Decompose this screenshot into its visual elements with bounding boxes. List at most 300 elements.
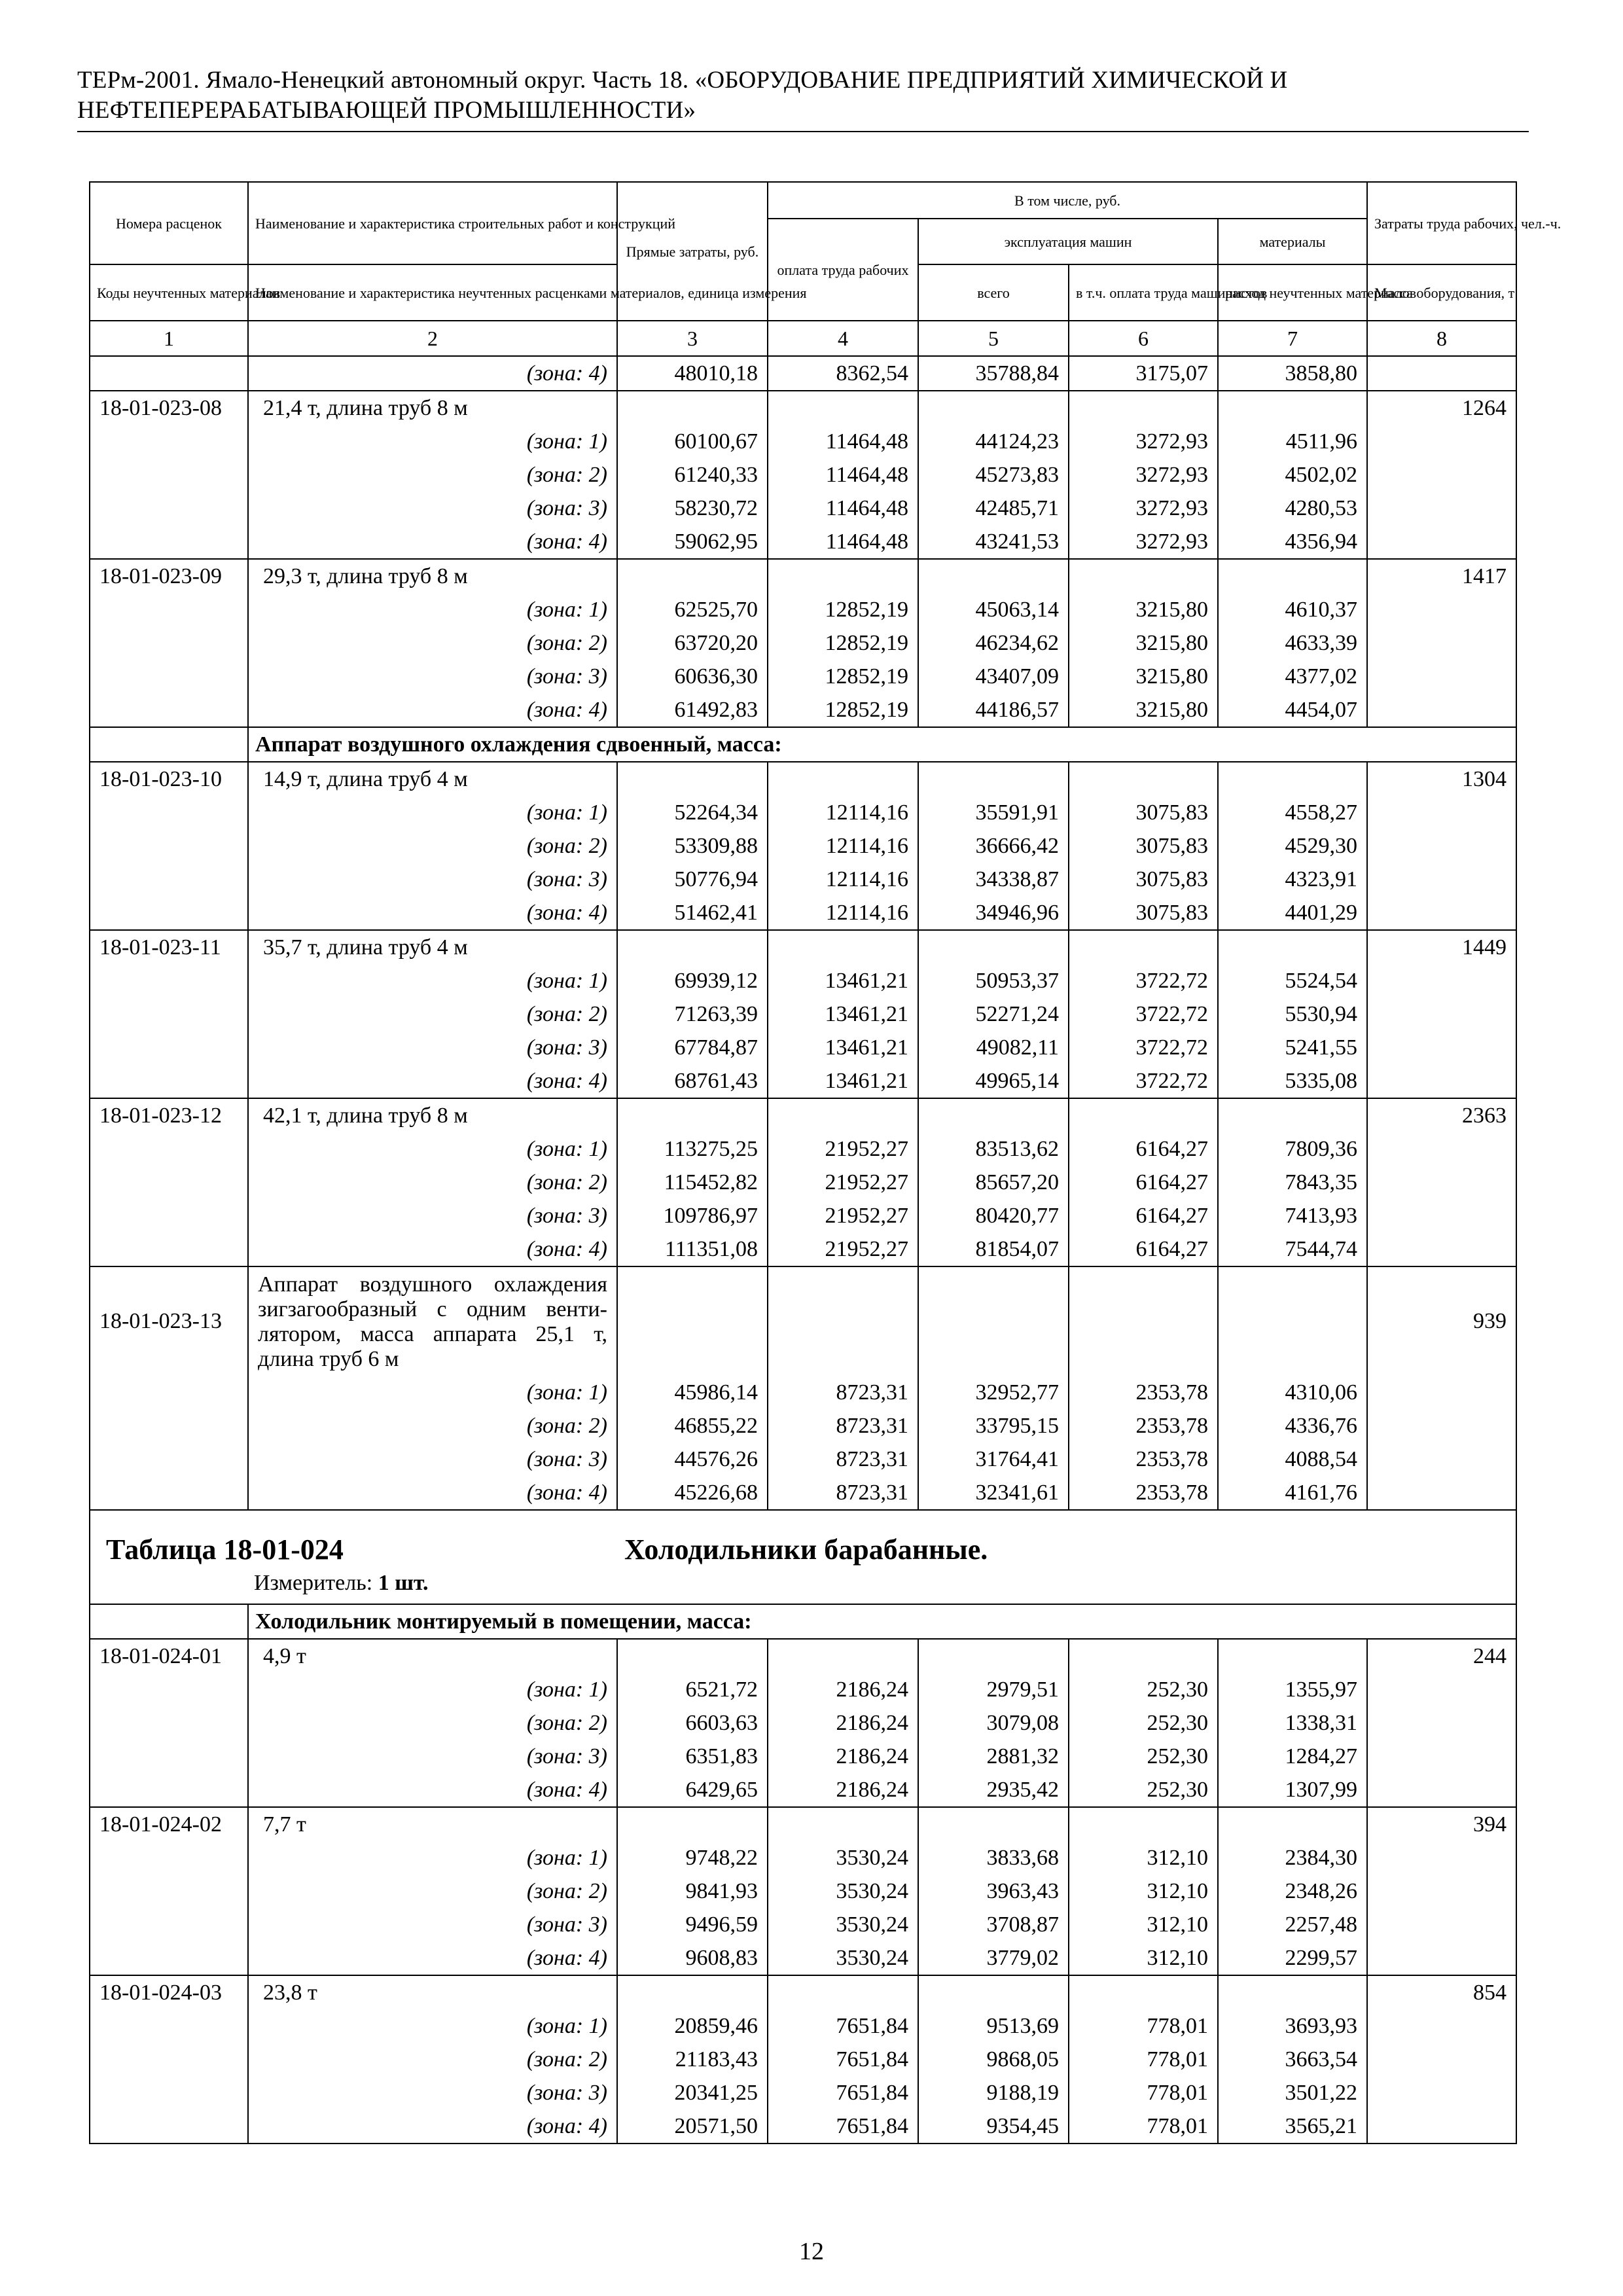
code-cell <box>90 425 248 458</box>
wages-cell: 12852,19 <box>768 626 918 660</box>
col-number: 8 <box>1367 321 1516 356</box>
wages-cell: 13461,21 <box>768 1031 918 1064</box>
materials-cell: 1284,27 <box>1218 1740 1367 1773</box>
section-heading-row <box>90 727 1516 762</box>
code-cell <box>90 1132 248 1166</box>
zone-row <box>90 1908 1516 1941</box>
machines-wages-cell: 778,01 <box>1069 2109 1218 2144</box>
zone-label: (зона: 4) <box>248 2109 617 2144</box>
machines-wages-cell: 778,01 <box>1069 2043 1218 2076</box>
wages-cell <box>768 391 918 425</box>
machines-total-cell: 2881,32 <box>918 1740 1069 1773</box>
code-cell <box>90 997 248 1031</box>
code-cell <box>90 2043 248 2076</box>
code-cell <box>90 1706 248 1740</box>
labor-cell <box>1367 693 1516 727</box>
wages-cell: 12114,16 <box>768 829 918 863</box>
zone-label: (зона: 1) <box>248 1132 617 1166</box>
table-unit <box>254 1571 429 1596</box>
zone-label: (зона: 1) <box>248 796 617 829</box>
zone-row <box>90 997 1516 1031</box>
col-header-materials-usage: расход неучтенных материалов <box>1218 264 1367 321</box>
wages-cell: 8723,31 <box>768 1409 918 1443</box>
machines-total-cell <box>918 1639 1069 1673</box>
machines-wages-cell: 2353,78 <box>1069 1376 1218 1409</box>
labor-value: 394 <box>1367 1807 1516 1841</box>
machines-wages-cell: 3272,93 <box>1069 492 1218 525</box>
wages-cell <box>768 762 918 796</box>
direct-costs-cell: 63720,20 <box>617 626 768 660</box>
materials-cell: 4401,29 <box>1218 896 1367 930</box>
labor-value: 2363 <box>1367 1098 1516 1132</box>
code-cell <box>90 896 248 930</box>
col-header-materials: материалы <box>1218 219 1367 264</box>
page-number: 12 <box>799 2238 824 2265</box>
wages-cell: 8362,54 <box>768 356 918 391</box>
machines-total-cell: 42485,71 <box>918 492 1069 525</box>
direct-costs-cell <box>617 1807 768 1841</box>
wages-cell: 12114,16 <box>768 796 918 829</box>
rate-name: 14,9 т, длина труб 4 м <box>248 762 617 796</box>
wages-cell: 7651,84 <box>768 2009 918 2043</box>
direct-costs-cell: 20571,50 <box>617 2109 768 2144</box>
zone-label: (зона: 2) <box>248 1166 617 1199</box>
header-line-2: НЕФТЕПЕРЕРАБАТЫВАЮЩЕЙ ПРОМЫШЛЕННОСТИ» <box>77 97 696 124</box>
code-cell <box>90 693 248 727</box>
rate-item-row <box>90 930 1516 964</box>
materials-cell: 4161,76 <box>1218 1476 1367 1510</box>
materials-cell: 3501,22 <box>1218 2076 1367 2109</box>
direct-costs-cell: 51462,41 <box>617 896 768 930</box>
code-cell <box>90 1874 248 1908</box>
rate-name: 21,4 т, длина труб 8 м <box>248 391 617 425</box>
col-header-work-name: Наименование и характеристика строительных работ и конструкций <box>248 182 617 264</box>
table-number: Таблица 18-01-024 <box>106 1534 344 1566</box>
code-cell <box>90 593 248 626</box>
direct-costs-cell: 71263,39 <box>617 997 768 1031</box>
zone-row <box>90 1409 1516 1443</box>
direct-costs-cell <box>617 1975 768 2009</box>
wages-cell: 21952,27 <box>768 1132 918 1166</box>
zone-label: (зона: 1) <box>248 425 617 458</box>
direct-costs-cell: 62525,70 <box>617 593 768 626</box>
col-number: 1 <box>90 321 248 356</box>
machines-wages-cell: 2353,78 <box>1069 1443 1218 1476</box>
wages-cell: 7651,84 <box>768 2043 918 2076</box>
machines-total-cell: 44124,23 <box>918 425 1069 458</box>
col-number: 3 <box>617 321 768 356</box>
direct-costs-cell: 9841,93 <box>617 1874 768 1908</box>
direct-costs-cell: 6429,65 <box>617 1773 768 1807</box>
machines-total-cell <box>918 559 1069 593</box>
machines-total-cell: 44186,57 <box>918 693 1069 727</box>
machines-wages-cell: 3215,80 <box>1069 660 1218 693</box>
machines-total-cell <box>918 930 1069 964</box>
labor-cell <box>1367 593 1516 626</box>
direct-costs-cell: 45986,14 <box>617 1376 768 1409</box>
labor-cell <box>1367 1232 1516 1266</box>
table-name: Холодильники барабанные. <box>624 1534 988 1566</box>
machines-wages-cell: 778,01 <box>1069 2009 1218 2043</box>
machines-wages-cell: 6164,27 <box>1069 1166 1218 1199</box>
materials-cell: 3693,93 <box>1218 2009 1367 2043</box>
zone-label: (зона: 1) <box>248 1673 617 1706</box>
machines-total-cell <box>918 1266 1069 1376</box>
code-cell <box>90 2076 248 2109</box>
machines-wages-cell <box>1069 1266 1218 1376</box>
machines-wages-cell: 312,10 <box>1069 1874 1218 1908</box>
rate-item-row <box>90 762 1516 796</box>
zone-row <box>90 1673 1516 1706</box>
header-line-1: ТЕРм-2001. Ямало-Ненецкий автономный округ. Часть 18. «ОБОРУДОВАНИЕ ПРЕДПРИЯТИЙ ХИМИЧЕСКОЙ И <box>77 67 1288 94</box>
materials-cell: 4280,53 <box>1218 492 1367 525</box>
rate-item-row <box>90 1639 1516 1673</box>
machines-total-cell: 83513,62 <box>918 1132 1069 1166</box>
section-heading-row <box>90 1604 1516 1639</box>
labor-cell <box>1367 2109 1516 2144</box>
labor-cell <box>1367 1874 1516 1908</box>
zone-row <box>90 2076 1516 2109</box>
machines-total-cell <box>918 1975 1069 2009</box>
direct-costs-cell: 46855,22 <box>617 1409 768 1443</box>
direct-costs-cell: 9748,22 <box>617 1841 768 1874</box>
machines-wages-cell: 252,30 <box>1069 1740 1218 1773</box>
zone-row <box>90 1199 1516 1232</box>
wages-cell: 13461,21 <box>768 964 918 997</box>
machines-total-cell: 34338,87 <box>918 863 1069 896</box>
zone-row <box>90 1166 1516 1199</box>
labor-cell <box>1367 1476 1516 1510</box>
labor-cell <box>1367 1376 1516 1409</box>
wages-cell: 7651,84 <box>768 2076 918 2109</box>
labor-value: 1449 <box>1367 930 1516 964</box>
wages-cell: 11464,48 <box>768 525 918 559</box>
direct-costs-cell: 48010,18 <box>617 356 768 391</box>
rate-name: 42,1 т, длина труб 8 м <box>248 1098 617 1132</box>
labor-cell <box>1367 1166 1516 1199</box>
col-header-machines-wages: в т.ч. оплата труда машинистов <box>1069 264 1218 321</box>
rate-name: 4,9 т <box>248 1639 617 1673</box>
direct-costs-cell <box>617 1639 768 1673</box>
materials-cell: 4633,39 <box>1218 626 1367 660</box>
zone-label: (зона: 4) <box>248 1941 617 1975</box>
direct-costs-cell <box>617 762 768 796</box>
zone-label: (зона: 3) <box>248 2076 617 2109</box>
zone-row <box>90 1132 1516 1166</box>
col-number: 4 <box>768 321 918 356</box>
direct-costs-cell <box>617 930 768 964</box>
col-header-material-name: Наименование и характеристика неучтенных расценками материалов, единица измерения <box>248 264 617 321</box>
zone-label: (зона: 2) <box>248 2043 617 2076</box>
zone-row <box>90 492 1516 525</box>
machines-total-cell: 34946,96 <box>918 896 1069 930</box>
unit-value: 1 шт. <box>378 1571 429 1595</box>
wages-cell: 8723,31 <box>768 1376 918 1409</box>
zone-label: (зона: 3) <box>248 660 617 693</box>
code-cell <box>90 964 248 997</box>
machines-total-cell: 85657,20 <box>918 1166 1069 1199</box>
labor-cell <box>1367 1908 1516 1941</box>
zone-label: (зона: 1) <box>248 2009 617 2043</box>
machines-wages-cell: 3722,72 <box>1069 1064 1218 1098</box>
zone-row <box>90 1376 1516 1409</box>
wages-cell <box>768 1098 918 1132</box>
zone-row <box>90 1031 1516 1064</box>
rate-item-row <box>90 1975 1516 2009</box>
header-rule <box>77 131 1529 132</box>
machines-wages-cell: 252,30 <box>1069 1706 1218 1740</box>
direct-costs-cell: 59062,95 <box>617 525 768 559</box>
direct-costs-cell <box>617 1098 768 1132</box>
machines-total-cell: 31764,41 <box>918 1443 1069 1476</box>
machines-total-cell: 49082,11 <box>918 1031 1069 1064</box>
labor-cell <box>1367 896 1516 930</box>
rate-name: 7,7 т <box>248 1807 617 1841</box>
zone-label: (зона: 4) <box>248 896 617 930</box>
direct-costs-cell: 68761,43 <box>617 1064 768 1098</box>
code-cell <box>90 1409 248 1443</box>
wages-cell <box>768 559 918 593</box>
rate-item-row <box>90 391 1516 425</box>
labor-cell <box>1367 626 1516 660</box>
code-cell <box>90 1199 248 1232</box>
machines-wages-cell: 2353,78 <box>1069 1476 1218 1510</box>
machines-total-cell: 50953,37 <box>918 964 1069 997</box>
zone-label: (зона: 2) <box>248 997 617 1031</box>
labor-value: 854 <box>1367 1975 1516 2009</box>
labor-value: 244 <box>1367 1639 1516 1673</box>
wages-cell: 8723,31 <box>768 1443 918 1476</box>
machines-total-cell: 46234,62 <box>918 626 1069 660</box>
labor-cell <box>1367 1773 1516 1807</box>
labor-value: 939 <box>1367 1266 1516 1376</box>
materials-cell <box>1218 1975 1367 2009</box>
machines-total-cell: 32952,77 <box>918 1376 1069 1409</box>
machines-total-cell: 2979,51 <box>918 1673 1069 1706</box>
col-header-rate-numbers: Номера расценок <box>90 182 248 264</box>
labor-cell <box>1367 660 1516 693</box>
direct-costs-cell <box>617 391 768 425</box>
machines-total-cell: 43241,53 <box>918 525 1069 559</box>
machines-wages-cell: 3215,80 <box>1069 693 1218 727</box>
wages-cell: 7651,84 <box>768 2109 918 2144</box>
table-title-box <box>90 1511 1516 1604</box>
materials-cell: 7544,74 <box>1218 1232 1367 1266</box>
rate-code: 18-01-023-11 <box>90 930 248 964</box>
machines-total-cell: 32341,61 <box>918 1476 1069 1510</box>
zone-label: (зона: 3) <box>248 1199 617 1232</box>
wages-cell: 12852,19 <box>768 693 918 727</box>
machines-total-cell: 52271,24 <box>918 997 1069 1031</box>
labor-cell <box>1367 863 1516 896</box>
code-cell <box>90 1941 248 1975</box>
materials-cell: 1307,99 <box>1218 1773 1367 1807</box>
materials-cell: 2348,26 <box>1218 1874 1367 1908</box>
machines-total-cell: 9868,05 <box>918 2043 1069 2076</box>
machines-total-cell: 2935,42 <box>918 1773 1069 1807</box>
labor-cell <box>1367 1132 1516 1166</box>
rate-code: 18-01-023-10 <box>90 762 248 796</box>
machines-wages-cell: 778,01 <box>1069 2076 1218 2109</box>
machines-total-cell: 33795,15 <box>918 1409 1069 1443</box>
zone-row <box>90 593 1516 626</box>
labor-cell <box>1367 997 1516 1031</box>
machines-total-cell <box>918 391 1069 425</box>
machines-total-cell <box>918 762 1069 796</box>
zone-label: (зона: 4) <box>248 1064 617 1098</box>
code-cell <box>90 863 248 896</box>
col-header-machines-total: всего <box>918 264 1069 321</box>
zone-row <box>90 863 1516 896</box>
materials-cell: 4088,54 <box>1218 1443 1367 1476</box>
rate-code: 18-01-023-08 <box>90 391 248 425</box>
direct-costs-cell: 21183,43 <box>617 2043 768 2076</box>
materials-cell: 4558,27 <box>1218 796 1367 829</box>
materials-cell: 4502,02 <box>1218 458 1367 492</box>
zone-label: (зона: 4) <box>248 1773 617 1807</box>
machines-wages-cell: 312,10 <box>1069 1908 1218 1941</box>
direct-costs-cell: 52264,34 <box>617 796 768 829</box>
wages-cell: 13461,21 <box>768 1064 918 1098</box>
code-cell <box>90 492 248 525</box>
zone-label: (зона: 1) <box>248 964 617 997</box>
code-cell <box>90 1232 248 1266</box>
machines-wages-cell: 2353,78 <box>1069 1409 1218 1443</box>
materials-cell: 2384,30 <box>1218 1841 1367 1874</box>
section-heading: Аппарат воздушного охлаждения сдвоенный, масса: <box>248 727 1516 762</box>
code-cell <box>90 1376 248 1409</box>
code-cell <box>90 1673 248 1706</box>
wages-cell: 12114,16 <box>768 896 918 930</box>
direct-costs-cell: 9496,59 <box>617 1908 768 1941</box>
code-cell <box>90 2009 248 2043</box>
code-cell <box>90 458 248 492</box>
code-cell <box>90 1476 248 1510</box>
machines-total-cell: 35788,84 <box>918 356 1069 391</box>
labor-cell <box>1367 1706 1516 1740</box>
zone-row <box>90 2009 1516 2043</box>
code-cell <box>90 525 248 559</box>
zone-row <box>90 1874 1516 1908</box>
zone-label: (зона: 4) <box>248 1476 617 1510</box>
labor-cell <box>1367 1673 1516 1706</box>
machines-wages-cell: 6164,27 <box>1069 1199 1218 1232</box>
wages-cell <box>768 1266 918 1376</box>
machines-wages-cell: 3075,83 <box>1069 863 1218 896</box>
materials-cell: 5530,94 <box>1218 997 1367 1031</box>
zone-row <box>90 1773 1516 1807</box>
zone-label: (зона: 3) <box>248 1443 617 1476</box>
zone-label: (зона: 2) <box>248 1409 617 1443</box>
machines-total-cell: 81854,07 <box>918 1232 1069 1266</box>
materials-cell: 7843,35 <box>1218 1166 1367 1199</box>
machines-total-cell: 3963,43 <box>918 1874 1069 1908</box>
machines-wages-cell <box>1069 762 1218 796</box>
labor-value: 1417 <box>1367 559 1516 593</box>
wages-cell: 12852,19 <box>768 593 918 626</box>
materials-cell: 4377,02 <box>1218 660 1367 693</box>
code-cell <box>90 1031 248 1064</box>
materials-cell: 1355,97 <box>1218 1673 1367 1706</box>
machines-total-cell: 45273,83 <box>918 458 1069 492</box>
machines-wages-cell: 6164,27 <box>1069 1132 1218 1166</box>
zone-label: (зона: 3) <box>248 1908 617 1941</box>
materials-cell: 4356,94 <box>1218 525 1367 559</box>
rate-name: 35,7 т, длина труб 4 м <box>248 930 617 964</box>
materials-cell <box>1218 559 1367 593</box>
machines-wages-cell: 312,10 <box>1069 1941 1218 1975</box>
machines-wages-cell: 3075,83 <box>1069 896 1218 930</box>
direct-costs-cell: 45226,68 <box>617 1476 768 1510</box>
machines-total-cell <box>918 1807 1069 1841</box>
machines-total-cell <box>918 1098 1069 1132</box>
wages-cell: 13461,21 <box>768 997 918 1031</box>
machines-total-cell: 9188,19 <box>918 2076 1069 2109</box>
machines-wages-cell <box>1069 1639 1218 1673</box>
col-header-wages: оплата труда рабочих <box>768 219 918 321</box>
direct-costs-cell: 109786,97 <box>617 1199 768 1232</box>
direct-costs-cell: 50776,94 <box>617 863 768 896</box>
col-header-including: В том числе, руб. <box>768 182 1367 219</box>
rate-code: 18-01-024-02 <box>90 1807 248 1841</box>
zone-row <box>90 1740 1516 1773</box>
direct-costs-cell: 60636,30 <box>617 660 768 693</box>
direct-costs-cell <box>617 1266 768 1376</box>
rate-name: 23,8 т <box>248 1975 617 2009</box>
labor-cell <box>1367 796 1516 829</box>
materials-cell <box>1218 1639 1367 1673</box>
materials-cell <box>1218 1807 1367 1841</box>
labor-cell <box>1367 1199 1516 1232</box>
zone-label: (зона: 3) <box>248 863 617 896</box>
machines-wages-cell: 3215,80 <box>1069 593 1218 626</box>
materials-cell: 1338,31 <box>1218 1706 1367 1740</box>
machines-total-cell: 3708,87 <box>918 1908 1069 1941</box>
labor-cell <box>1367 1064 1516 1098</box>
labor-cell <box>1367 1841 1516 1874</box>
materials-cell: 4454,07 <box>1218 693 1367 727</box>
direct-costs-cell: 6351,83 <box>617 1740 768 1773</box>
direct-costs-cell: 61492,83 <box>617 693 768 727</box>
code-cell <box>90 1773 248 1807</box>
labor-value: 1264 <box>1367 391 1516 425</box>
zone-label: (зона: 4) <box>248 1232 617 1266</box>
machines-total-cell: 36666,42 <box>918 829 1069 863</box>
machines-total-cell: 3079,08 <box>918 1706 1069 1740</box>
zone-row <box>90 2109 1516 2144</box>
code-cell <box>90 1908 248 1941</box>
materials-cell: 7809,36 <box>1218 1132 1367 1166</box>
zone-label: (зона: 1) <box>248 1841 617 1874</box>
rate-code: 18-01-024-03 <box>90 1975 248 2009</box>
machines-wages-cell <box>1069 559 1218 593</box>
materials-cell: 4323,91 <box>1218 863 1367 896</box>
zone-row <box>90 425 1516 458</box>
labor-cell <box>1367 2009 1516 2043</box>
rate-code: 18-01-024-01 <box>90 1639 248 1673</box>
zone-label: (зона: 4) <box>248 525 617 559</box>
zone-row <box>90 1443 1516 1476</box>
machines-wages-cell: 3175,07 <box>1069 356 1218 391</box>
table-title-cell <box>90 1510 1516 1604</box>
direct-costs-cell: 113275,25 <box>617 1132 768 1166</box>
zone-row <box>90 1476 1516 1510</box>
materials-cell: 3858,80 <box>1218 356 1367 391</box>
direct-costs-cell: 111351,08 <box>617 1232 768 1266</box>
section-heading: Холодильник монтируемый в помещении, масса: <box>248 1604 1516 1639</box>
materials-cell <box>1218 1098 1367 1132</box>
machines-total-cell: 9513,69 <box>918 2009 1069 2043</box>
